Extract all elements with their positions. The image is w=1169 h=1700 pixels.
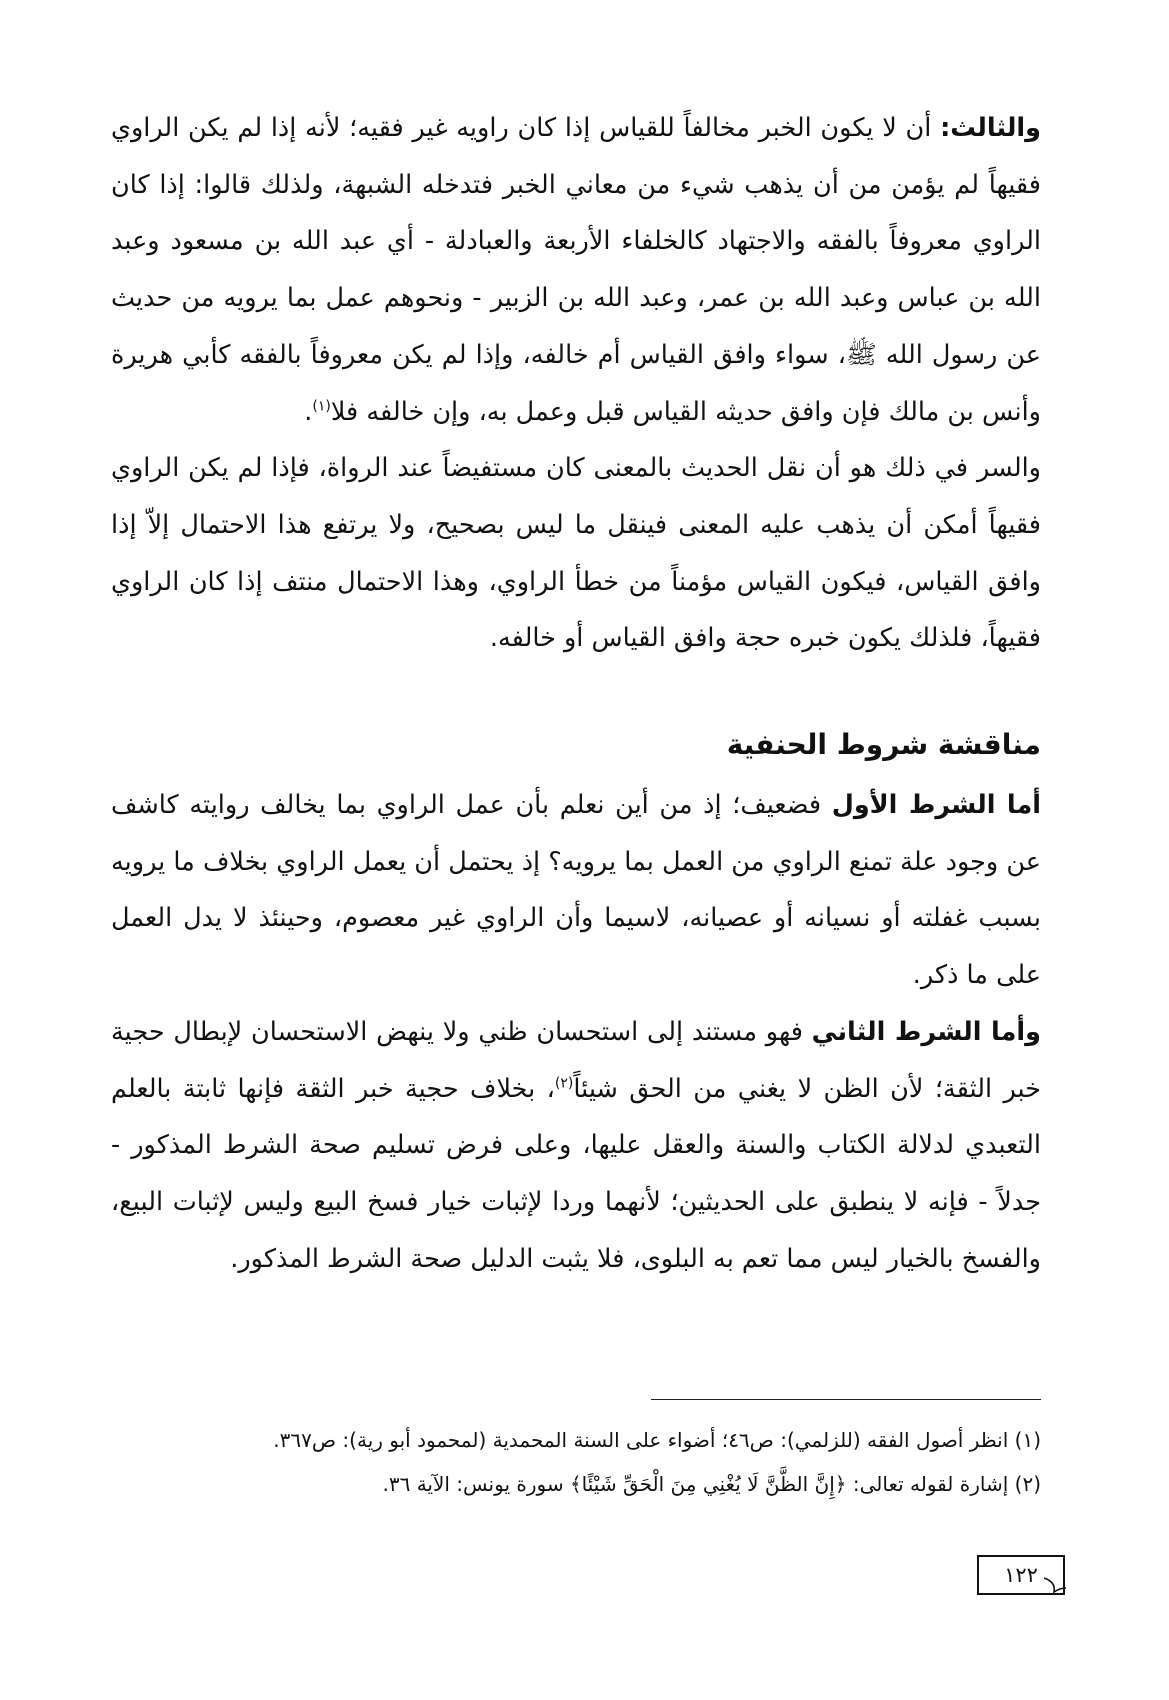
paragraph-tail: ، بخلاف حجية خبر الثقة فإنها ثابتة بالعلم التعبدي لدلالة الكتاب والسنة والعقل عليها، وعلى فرض تسليم صحة الشرط المذكور - جدلاً - فإنه لا ينطبق على الحديثين؛ لأنهما وردا لإثبات خيار فسخ البيع وليس لإثبات البيع، والفسخ بالخيار ليس مما تعم به البلوى، فلا يثبت الدليل صحة الشرط المذكور. bbox=[111, 1073, 1041, 1274]
paragraph-lead: والثالث: bbox=[940, 113, 1041, 143]
paragraph-second-condition bbox=[111, 1004, 1041, 1288]
footnotes bbox=[111, 1418, 1041, 1506]
paragraph-text: فضعيف؛ إذ من أين نعلم بأن عمل الراوي بما يخالف روايته كاشف عن وجود علة تمنع الراوي من العمل بما يرويه؟ إذ يحتمل أن يعمل الراوي بخلاف ما يرويه بسبب غفلته أو نسيانه أو عصيانه، لاسيما وأن الراوي غير معصوم، وحينئذ لا يدل العمل على ما ذكر. bbox=[111, 790, 1041, 991]
paragraph-text: فهو مستند إلى استحسان ظني ولا ينهض الاستحسان لإبطال حجية خبر الثقة؛ لأن الظن لا يغني من الحق شيئاً bbox=[111, 1016, 1041, 1104]
paragraph-reason bbox=[111, 440, 1041, 667]
paragraph-text: أن لا يكون الخبر مخالفاً للقياس إذا كان راويه غير فقيه؛ لأنه إذا لم يكن الراوي فقيهاً لم يؤمن من أن يذهب شيء من معاني الخبر فتدخله الشبهة، ولذلك قالوا: إذا كان الراوي معروفاً بالفقه والاجتهاد كالخلفاء الأربعة والعبادلة - أي عبد الله بن مسعود وعبد الله بن عباس وعبد الله بن عمر، وعبد الله بن الزبير - ونحوهم عمل بما يرويه من حديث عن رسول الله ﷺ، سواء وافق القياس أم خالفه، وإذا لم يكن معروفاً بالفقه كأبي هريرة وأنس بن مالك فإن وافق حديثه القياس قبل وعمل به، وإن خالفه فلا bbox=[111, 113, 1041, 427]
page-body bbox=[111, 100, 1041, 1287]
paragraph-text: والسر في ذلك هو أن نقل الحديث بالمعنى كان مستفيضاً عند الرواة، فإذا لم يكن الراوي فقيهاً أمكن أن يذهب عليه المعنى فينقل ما ليس بصحيح، ولا يرتفع هذا الاحتمال إلاّ إذا وافق القياس، فيكون القياس مؤمناً من خطأ الراوي، وهذا الاحتمال منتف إذا كان الراوي فقيهاً، فلذلك يكون خبره حجة وافق القياس أو خالفه. bbox=[111, 453, 1041, 654]
footnote-divider bbox=[651, 1399, 1041, 1400]
paragraph-third-condition bbox=[111, 100, 1041, 440]
paragraph-lead: أما الشرط الأول bbox=[831, 790, 1041, 821]
paragraph-tail: . bbox=[304, 396, 313, 427]
footnote-2: (٢) إشارة لقوله تعالى: ﴿إِنَّ الظَّنَّ لَا يُغْنِي مِنَ الْحَقِّ شَيْئًا﴾ سورة يونس: الآية ٣٦. bbox=[382, 1472, 1041, 1496]
section-heading: مناقشة شروط الحنفية bbox=[726, 728, 1041, 762]
paragraph-first-condition bbox=[111, 777, 1041, 1004]
page-number-text: ١٢٢ bbox=[1004, 1563, 1038, 1587]
footnote-ref-1[interactable]: (١) bbox=[312, 398, 331, 415]
footnote-1: (١) انظر أصول الفقه (للزلمي): ص٤٦؛ أضواء على السنة المحمدية (لمحمود أبو رية): ص٣٦٧. bbox=[273, 1428, 1041, 1452]
footnote-ref-2[interactable]: (٢) bbox=[554, 1075, 574, 1092]
paragraph-lead: وأما الشرط الثاني bbox=[811, 1016, 1041, 1047]
page-curl-icon bbox=[1042, 1576, 1068, 1598]
